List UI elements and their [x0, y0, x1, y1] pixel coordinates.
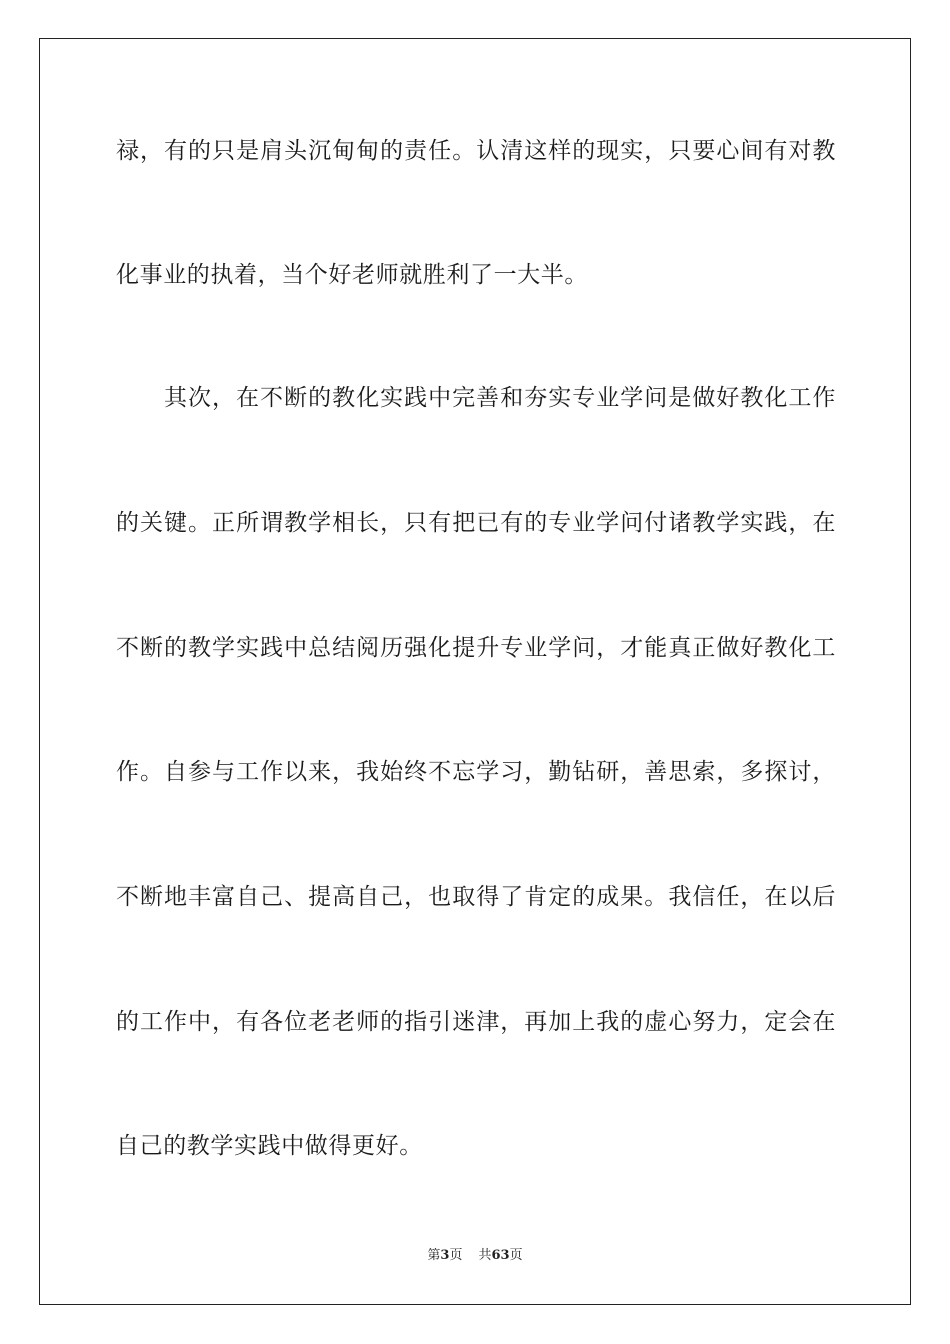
paragraph-line: 化事业的执着，当个好老师就胜利了一大半。 [116, 262, 588, 288]
paragraph-line: 禄，有的只是肩头沉甸甸的责任。认清这样的现实，只要心间有对教 [116, 138, 836, 164]
paragraph-line: 其次，在不断的教化实践中完善和夯实专业学问是做好教化工作 [164, 385, 836, 411]
paragraph-line: 的关键。正所谓教学相长，只有把已有的专业学问付诸教学实践，在 [116, 510, 836, 536]
page-label-suffix: 页 [449, 1248, 463, 1263]
page-label-prefix: 第 [427, 1248, 441, 1263]
total-pages: 63 [491, 1248, 510, 1263]
page-footer [0, 1247, 950, 1265]
page-border [39, 38, 911, 1305]
total-label-suffix: 页 [509, 1248, 523, 1263]
paragraph-line: 的工作中，有各位老老师的指引迷津，再加上我的虚心努力，定会在 [116, 1009, 836, 1035]
page-number: 3 [440, 1248, 450, 1263]
paragraph-line: 自己的教学实践中做得更好。 [116, 1133, 423, 1159]
paragraph-line: 不断的教学实践中总结阅历强化提升专业学问，才能真正做好教化工 [116, 635, 836, 661]
total-label-prefix: 共 [478, 1248, 492, 1263]
paragraph-line: 作。自参与工作以来，我始终不忘学习，勤钻研，善思索，多探讨， [116, 759, 836, 785]
paragraph-line: 不断地丰富自己、提高自己，也取得了肯定的成果。我信任，在以后 [116, 884, 836, 910]
